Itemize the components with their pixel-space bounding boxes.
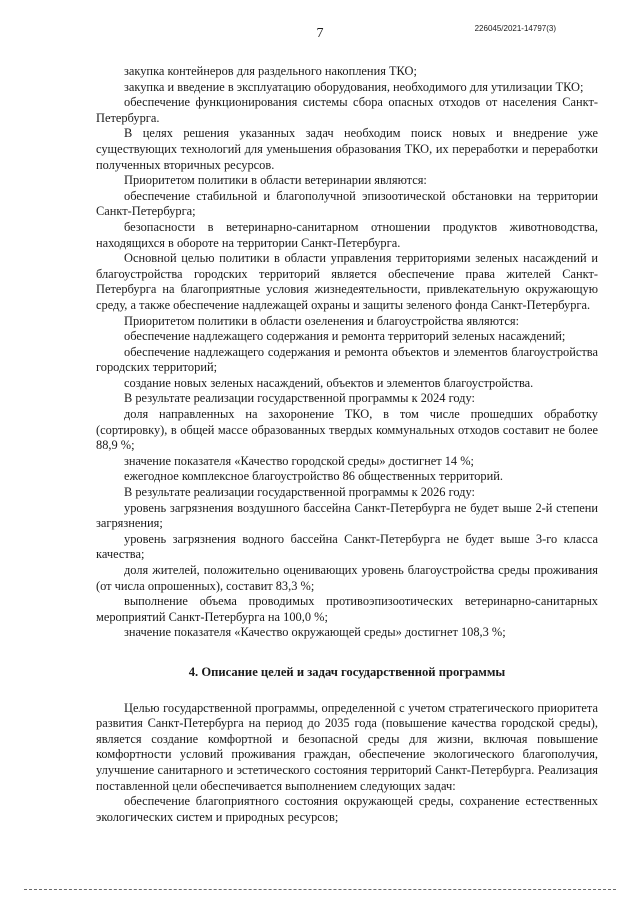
paragraph: обеспечение надлежащего содержания и ремонта объектов и элементов благоустройства городских территорий; (96, 344, 598, 375)
paragraph: значение показателя «Качество окружающей среды» достигнет 108,3 %; (124, 625, 506, 640)
paragraph: Приоритетом политики в области озеленения и благоустройства являются: (124, 313, 520, 328)
paragraph: Целью государственной программы, определенной с учетом стратегического приоритета развития Санкт-Петербурга на период до 2035 года (повышение качества городской среды), является создание комфортной и безопасной среды для жизни, включая повышение комфортности условий проживания граждан, обеспечение экологического благополучия, улучшение санитарного и эстетического состояния территорий Санкт-Петербурга. Реализация поставленной цели обеспечивается выполнением следующих задач: (96, 700, 598, 793)
paragraph: уровень загрязнения воздушного бассейна Санкт-Петербурга не будет выше 2-й степени загрязнения; (96, 500, 598, 531)
paragraph: закупка контейнеров для раздельного накопления ТКО; (124, 64, 417, 78)
paragraph: В результате реализации государственной программы к 2026 году: (124, 485, 475, 500)
paragraph: обеспечение надлежащего содержания и ремонта территорий зеленых насаждений; (124, 329, 566, 344)
paragraph: закупка и введение в эксплуатацию оборудования, необходимого для утилизации ТКО; (124, 79, 584, 94)
section-heading: 4. Описание целей и задач государственной программы (188, 664, 506, 679)
paragraph: выполнение объема проводимых противоэпизоотических ветеринарно-санитарных мероприятий Санкт-Петербурга на 100,0 %; (96, 594, 598, 624)
paragraph: Приоритетом политики в области ветеринарии являются: (124, 173, 427, 188)
document-body (96, 64, 598, 825)
document-reference-number: 226045/2021-14797(3) (474, 24, 556, 33)
paragraph: обеспечение функционирования системы сбора опасных отходов от населения Санкт-Петербурга. (96, 95, 598, 125)
paragraph: В результате реализации государственной программы к 2024 году: (124, 391, 475, 406)
page-number: 7 (316, 26, 324, 41)
scan-edge-line (24, 889, 616, 890)
paragraph: В целях решения указанных задач необходим поиск новых и внедрение уже существующих технологий для уменьшения образования ТКО, их переработки и переработки полученных вторичных ресурсов. (96, 126, 598, 172)
paragraph: Основной целью политики в области управления территориями зеленых насаждений и благоустройства городских территорий является обеспечение права жителей Санкт-Петербурга на благоприятные условия жизнедеятельности, привлекательную окружающую среду, а также обеспечение надлежащей охраны и защиты зеленого фонда Санкт-Петербурга. (96, 251, 598, 312)
paragraph: создание новых зеленых насаждений, объектов и элементов благоустройства. (124, 375, 534, 390)
paragraph: обеспечение стабильной и благополучной эпизоотической обстановки на территории Санкт-Петербурга; (96, 188, 598, 219)
paragraph: доля направленных на захоронение ТКО, в том числе прошедших обработку (сортировку), в общей массе образованных твердых коммунальных отходов составит не более 88,9 %; (96, 407, 598, 453)
paragraph: значение показателя «Качество городской среды» достигнет 14 %; (124, 453, 474, 468)
paragraph: доля жителей, положительно оценивающих уровень благоустройства среды проживания (от числа опрошенных), составит 83,3 %; (96, 563, 598, 593)
paragraph: ежегодное комплексное благоустройство 86 общественных территорий. (124, 469, 503, 484)
paragraph: обеспечение благоприятного состояния окружающей среды, сохранение естественных экологических систем и природных ресурсов; (96, 794, 598, 824)
paragraph: уровень загрязнения водного бассейна Санкт-Петербурга не будет выше 3-го класса качества; (96, 531, 598, 562)
paragraph: безопасности в ветеринарно-санитарном отношении продуктов животноводства, находящихся в обороте на территории Санкт-Петербурга. (96, 219, 598, 250)
